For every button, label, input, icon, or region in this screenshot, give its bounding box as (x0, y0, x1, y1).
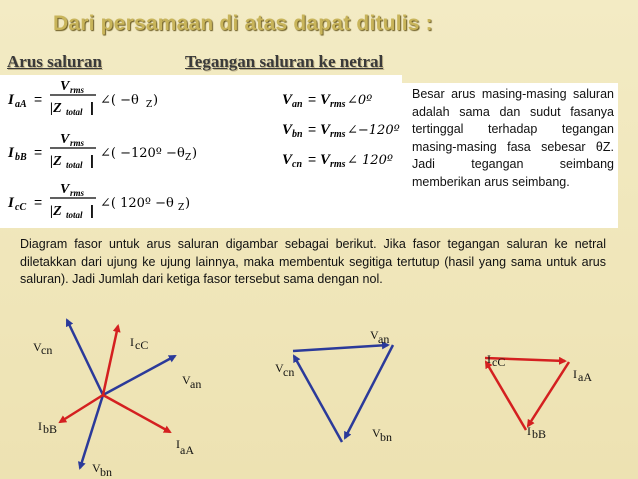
tri-label-vcn: V (275, 361, 284, 375)
eq-iaa-sub: aA (15, 99, 27, 110)
eq-vbn-lhs: V (282, 122, 293, 138)
eq-iaa-angle: ∠( −θ (100, 93, 139, 108)
star-label-van: V (182, 373, 191, 387)
star-vector-vcn (67, 320, 103, 395)
eq-ibb-angle: ∠( −120º −θ (100, 146, 185, 161)
eq-van-rhs: V (320, 92, 331, 108)
eq-ibb-angle-end: ) (192, 146, 198, 161)
eq-ibb-den-bar: | (90, 152, 94, 168)
eq-iaa-angle-end: ) (153, 93, 159, 108)
eq-ibb-den-sub: total (66, 160, 83, 170)
tri-label-van: V (370, 328, 379, 342)
star-vector-van (103, 356, 175, 395)
voltage-triangle (275, 328, 393, 444)
eq-vcn-lhs: V (282, 152, 293, 168)
current-triangle (485, 352, 592, 441)
eq-icc-angle-sub: Z (178, 203, 185, 213)
star-label-vbn: V (92, 461, 101, 475)
eq-van (282, 91, 372, 110)
star-label-vbn-sub: bn (100, 465, 112, 479)
eq-icc-angle: ∠( 120º −θ (100, 196, 174, 211)
star-label-icc: I (130, 335, 134, 349)
eq-ibb-num-sub: rms (70, 138, 85, 148)
tri-label-vbn: V (372, 426, 381, 440)
tri-label-icc-sub: cC (492, 355, 506, 369)
eq-vbn-rhs-sub: rms (330, 129, 346, 140)
eq-iaa-num: V (60, 79, 70, 94)
tri-label-van-sub: an (378, 332, 390, 346)
star-diagram (33, 320, 201, 479)
star-vector-iaa (103, 395, 170, 432)
eq-vcn-rhs-sub: rms (330, 159, 346, 170)
tri-vector-vcn (294, 356, 342, 442)
tri-label-vbn-sub: bn (380, 430, 392, 444)
tri-label-icc: I (487, 352, 491, 366)
eq-icc-den: |Z (50, 204, 62, 219)
eq-vcn-rhs: V (320, 152, 331, 168)
eq-icc-den-bar: | (90, 202, 94, 218)
star-label-vcn-sub: cn (41, 343, 53, 357)
eq-vcn-equals: = (308, 151, 317, 167)
eq-vbn-rhs: V (320, 122, 331, 138)
tri-label-vcn-sub: cn (283, 365, 295, 379)
tri-vector-van (293, 345, 388, 351)
star-label-van-sub: an (190, 377, 202, 391)
eq-ibb-sub: bB (15, 152, 27, 163)
eq-ibb-num: V (60, 132, 70, 147)
eq-icc-angle-end: ) (185, 196, 191, 211)
eq-iaa-num-sub: rms (70, 85, 85, 95)
eq-icc-num: V (60, 182, 70, 197)
eq-van-rhs-sub: rms (330, 99, 346, 110)
eq-ibb-lhs: I (8, 145, 14, 161)
eq-vcn (282, 151, 393, 170)
eq-iaa-den-bar: | (90, 99, 94, 115)
eq-van-lhs: V (282, 92, 293, 108)
tri-label-ibb: I (527, 424, 531, 438)
star-label-iaa-sub: aA (180, 443, 194, 457)
tri-label-ibb-sub: bB (532, 427, 547, 441)
heading-phase-voltages: Tegangan saluran ke netral (185, 52, 384, 71)
eq-iaa-lhs: I (8, 92, 14, 108)
phasor-diagrams (0, 318, 638, 479)
star-label-ibb: I (38, 419, 42, 433)
eq-iaa-angle-sub: Z (146, 100, 153, 110)
tri-label-iaa: I (573, 367, 577, 381)
eq-ibb-angle-sub: Z (185, 153, 192, 163)
eq-vbn-sub: bn (292, 129, 303, 140)
eq-iaa-den-sub: total (66, 107, 83, 117)
tri-vector-iaa (528, 362, 569, 426)
eq-icc-equals: = (34, 194, 43, 210)
tri-label-iaa-sub: aA (578, 370, 592, 384)
slide-title: Dari persamaan di atas dapat ditulis : (53, 12, 433, 35)
star-label-vcn: V (33, 340, 42, 354)
eq-van-angle: ∠0º (347, 93, 373, 108)
tri-vector-ibb (486, 362, 526, 430)
star-label-iaa: I (176, 437, 180, 451)
eq-vbn-angle: ∠−120º (347, 123, 400, 138)
eq-icc-den-sub: total (66, 210, 83, 220)
eq-vbn (282, 121, 400, 140)
eq-ibb (7, 132, 197, 170)
eq-icc-sub: cC (15, 202, 27, 213)
eq-vcn-angle: ∠ 120º (347, 153, 393, 168)
star-label-ibb-sub: bB (43, 422, 58, 436)
tri-vector-vbn (345, 345, 393, 438)
eq-ibb-equals: = (34, 144, 43, 160)
star-label-icc-sub: cC (135, 338, 149, 352)
eq-iaa-den: |Z (50, 101, 62, 116)
eq-van-equals: = (308, 91, 317, 107)
equations-svg (0, 0, 402, 230)
eq-ibb-den: |Z (50, 154, 62, 169)
description-text: Besar arus masing-masing saluran adalah sama dan sudut fasanya tertinggal terhadap tegangan masing-masing fasa sebesar θZ. Jadi tegangan seimbang memberikan arus seimbang. (412, 87, 614, 189)
eq-vbn-equals: = (308, 121, 317, 137)
eq-icc-num-sub: rms (70, 188, 85, 198)
eq-icc (7, 182, 190, 220)
explanation-paragraph: Diagram fasor untuk arus saluran digambar sebagai berikut. Jika fasor tegangan saluran ke netral diletakkan dari ujung ke ujung lainnya, maka membentuk segitiga tertutup (hasil yang sama untuk arus saluran). Jadi Jumlah dari ketiga fasor tersebut sama dengan nol. (20, 237, 606, 287)
eq-icc-lhs: I (8, 195, 14, 211)
heading-line-currents: Arus saluran (7, 52, 102, 71)
eq-iaa (7, 79, 158, 117)
eq-vcn-sub: cn (292, 159, 302, 170)
eq-iaa-equals: = (34, 91, 43, 107)
star-vector-icc (103, 326, 118, 395)
eq-van-sub: an (292, 99, 303, 110)
